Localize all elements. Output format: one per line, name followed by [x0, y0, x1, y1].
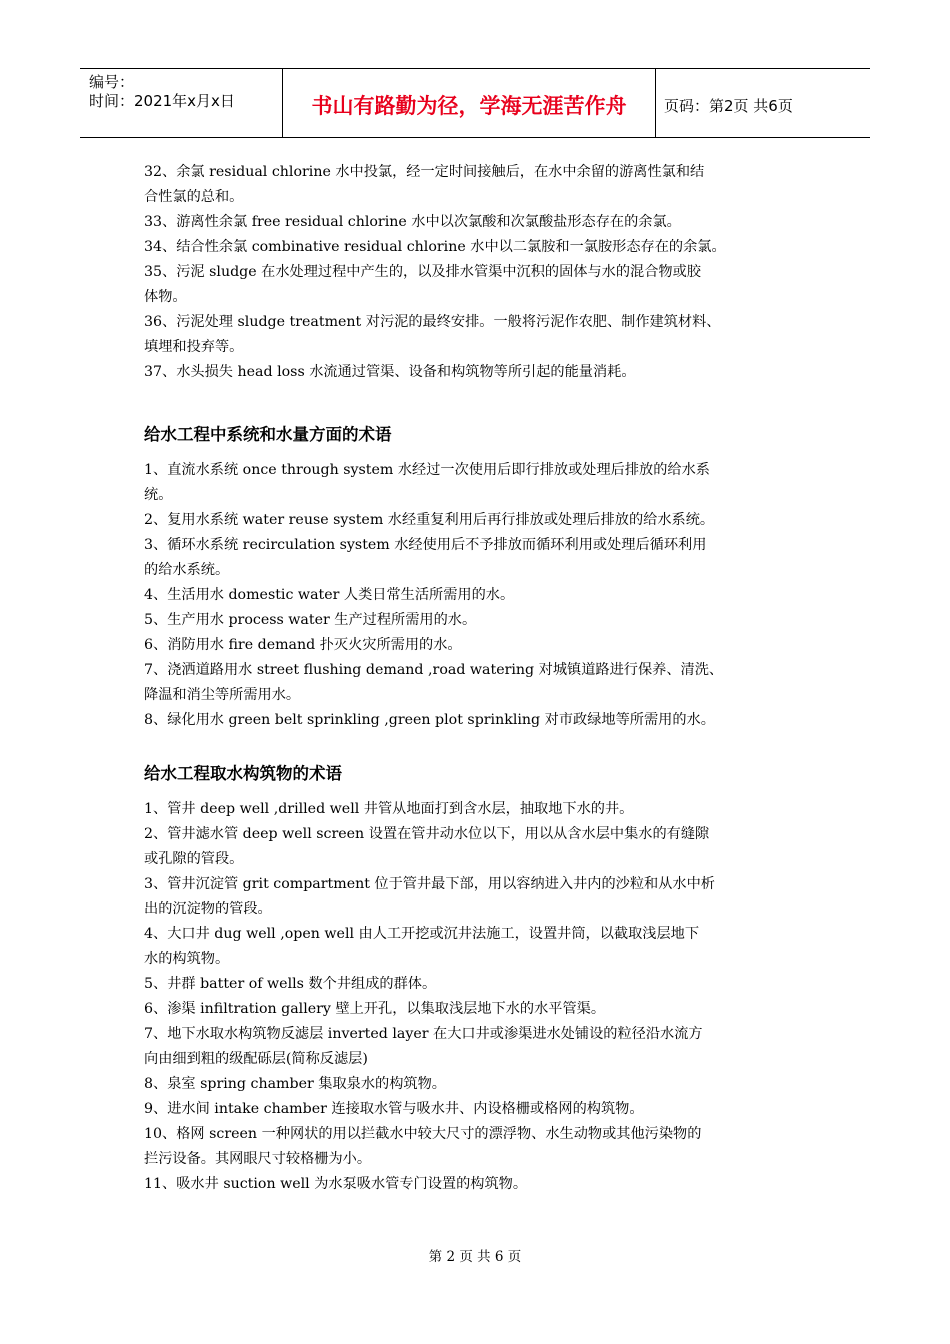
term-line: 5、生产用水 process water 生产过程所需用的水。	[144, 612, 477, 628]
term-line: 1、直流水系统 once through system 水经过一次使用后即行排放或处理后排放的给水系	[144, 462, 710, 478]
document-date: 时间：2021年x月x日	[89, 92, 235, 110]
term-line: 6、渗渠 infiltration gallery 壁上开孔，以集取浅层地下水的水平管渠。	[144, 1001, 606, 1017]
term-line: 体物。	[144, 289, 187, 305]
term-line: 填埋和投弃等。	[144, 339, 244, 355]
term-line: 出的沉淀物的管段。	[144, 901, 272, 917]
term-line: 32、余氯 residual chlorine 水中投氯，经一定时间接触后，在水中余留的游离性氯和结	[144, 164, 705, 180]
term-list-system-water-quantity	[144, 458, 824, 733]
term-list-intake-structures	[144, 797, 824, 1197]
term-line: 33、游离性余氯 free residual chlorine 水中以次氯酸和次氯酸盐形态存在的余氯。	[144, 214, 681, 230]
term-list-water-treatment	[144, 160, 824, 385]
term-line: 或孔隙的管段。	[144, 851, 244, 867]
term-line: 的给水系统。	[144, 562, 230, 578]
term-line: 拦污设备。其网眼尺寸较格栅为小。	[144, 1151, 372, 1167]
term-line: 降温和消尘等所需用水。	[144, 687, 301, 703]
term-line: 11、吸水井 suction well 为水泵吸水管专门设置的构筑物。	[144, 1176, 528, 1192]
term-line: 10、格网 screen 一种网状的用以拦截水中较大尺寸的漂浮物、水生动物或其他污染物的	[144, 1126, 702, 1142]
term-line: 35、污泥 sludge 在水处理过程中产生的，以及排水管渠中沉积的固体与水的混合物或胶	[144, 264, 701, 280]
section-heading-intake-structures: 给水工程取水构筑物的术语	[144, 764, 342, 783]
term-line: 4、大口井 dug well ,open well 由人工开挖或沉井法施工，设置井筒，以截取浅层地下	[144, 926, 700, 942]
document-body	[144, 160, 824, 1197]
term-line: 7、地下水取水构筑物反滤层 inverted layer 在大口井或渗渠进水处铺设的粒径沿水流方	[144, 1026, 703, 1042]
term-line: 水的构筑物。	[144, 951, 230, 967]
header-page-number: 页码：第2页 共6页	[664, 96, 793, 115]
term-line: 37、水头损失 head loss 水流通过管渠、设备和构筑物等所引起的能量消耗。	[144, 364, 636, 380]
term-line: 统。	[144, 487, 173, 503]
header-info-cell	[80, 69, 283, 137]
section-heading-system-water-quantity: 给水工程中系统和水量方面的术语	[144, 425, 392, 444]
header-motto: 书山有路勤为径，学海无涯苦作舟	[283, 69, 656, 137]
term-line: 34、结合性余氯 combinative residual chlorine 水中以二氯胺和一氯胺形态存在的余氯。	[144, 239, 726, 255]
term-line: 36、污泥处理 sludge treatment 对污泥的最终安排。一般将污泥作农肥、制作建筑材料、	[144, 314, 721, 330]
term-line: 合性氯的总和。	[144, 189, 244, 205]
term-line: 2、复用水系统 water reuse system 水经重复利用后再行排放或处理后排放的给水系统。	[144, 512, 715, 528]
term-line: 3、循环水系统 recirculation system 水经使用后不予排放而循环利用或处理后循环利用	[144, 537, 707, 553]
document-number: 编号：	[89, 73, 135, 91]
term-line: 8、泉室 spring chamber 集取泉水的构筑物。	[144, 1076, 446, 1092]
term-line: 2、管井滤水管 deep well screen 设置在管井动水位以下，用以从含水层中集水的有缝隙	[144, 826, 710, 842]
term-line: 3、管井沉淀管 grit compartment 位于管井最下部，用以容纳进入井内的沙粒和从水中析	[144, 876, 715, 892]
term-line: 9、进水间 intake chamber 连接取水管与吸水井、内设格栅或格网的构筑物。	[144, 1101, 644, 1117]
term-line: 4、生活用水 domestic water 人类日常生活所需用的水。	[144, 587, 515, 603]
term-line: 7、浇洒道路用水 street flushing demand ,road watering 对城镇道路进行保养、清洗、	[144, 662, 724, 678]
page-header	[80, 68, 870, 138]
term-line: 5、井群 batter of wells 数个井组成的群体。	[144, 976, 437, 992]
term-line: 1、管井 deep well ,drilled well 井管从地面打到含水层，抽取地下水的井。	[144, 801, 634, 817]
term-line: 6、消防用水 fire demand 扑灭火灾所需用的水。	[144, 637, 462, 653]
term-line: 8、绿化用水 green belt sprinkling ,green plot sprinkling 对市政绿地等所需用的水。	[144, 712, 715, 728]
term-line: 向由细到粗的级配砾层(简称反滤层)	[144, 1051, 368, 1067]
page-footer: 第 2 页 共 6 页	[428, 1249, 522, 1265]
